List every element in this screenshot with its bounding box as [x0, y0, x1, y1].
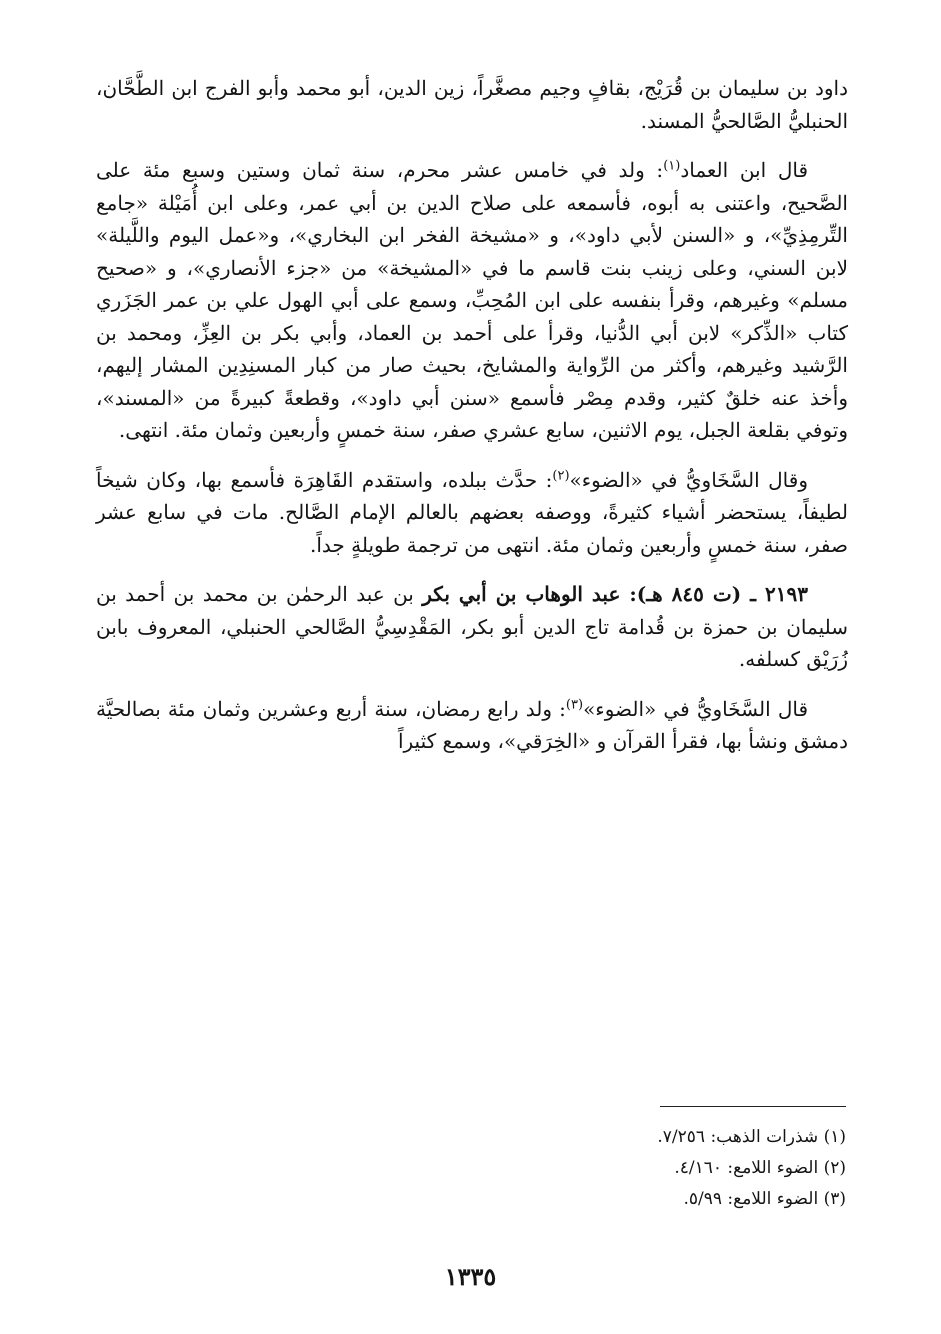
paragraph-text: : ولد رابع رمضان، سنة أربع وعشرين وثمان مئة بصالحيَّة دمشق ونشأ بها، فقرأ القرآن و «الخِرَقي»، وسمع كثيراً — [96, 696, 848, 753]
footnote-divider — [660, 1106, 846, 1107]
paragraph-text: : حدَّث ببلده، واستقدم القَاهِرَة فأسمع بها، وكان شيخاً لطيفاً، يستحضر أشياء كثيرةً، ووصفه بعضهم بالعالم الإمام الصَّالح. مات في سابع عشر صفر، سنة خمسٍ وأربعين وثمان مئة. انتهى من ترجمة طويلةٍ جداً. — [96, 467, 848, 557]
paragraph-text: قال السَّخَاويُّ في «الضوء» — [583, 696, 809, 721]
footnotes — [400, 1122, 846, 1215]
main-text — [96, 72, 848, 758]
footnote-ref-3: (٣) — [565, 696, 584, 712]
entry-heading: ٢١٩٣ ـ (ت ٨٤٥ هـ): عبد الوهاب بن أبي بكر — [422, 582, 808, 606]
entry-2193 — [96, 578, 848, 676]
footnote-ref-1: (١) — [663, 158, 681, 174]
paragraph-text: قال ابن العماد — [680, 158, 809, 182]
page-number: ١٣٣٥ — [444, 1262, 497, 1291]
footnote-2: (٢) الضوء اللامع: ٤/١٦٠. — [674, 1158, 846, 1178]
paragraph-text: : ولد في خامس عشر محرم، سنة ثمان وستين وسبع مئة على الصَّحيح، واعتنى به أبوه، فأسمعه على صلاح الدين بن أبي عمر، وعلى ابن أُمَيْلة «جامع التِّرمِذِيِّ»، و «السنن لأبي داود»، و «مشيخة الفخر ابن البخاري»، و«عمل اليوم واللَّيلة» لابن السني، وعلى زينب بنت قاسم ما في «المشيخة» من «جزء الأنصاري»، و «صحيح مسلم» وغيرهم، وقرأ بنفسه على ابن المُحِبِّ، وسمع على أبي الهول علي بن عمر الجَزَري كتاب «الذِّكر» لابن أبي الدُّنيا، وقرأ على أحمد بن العماد، وأبي بكر بن العِزِّ، ومحمد بن الرَّشيد وغيرهم، وأكثر من الرِّواية والمشايخ، بحيث صار من كبار المسنِدِين المشار إليهم، وأخذ عنه خلقٌ كثير، وقدم مِصْر فأسمع «سنن أبي داود»، وقطعةً كبيرةً من «المسند»، وتوفي بقلعة الجبل، يوم الاثنين، سابع عشري صفر، سنة خمسٍ وأربعين وثمان مئة. انتهى. — [96, 158, 848, 442]
footnote-1: (١) شذرات الذهب: ٧/٢٥٦. — [657, 1127, 846, 1147]
paragraph-continuation: داود بن سليمان بن قُرَيْج، بقافٍ وجيم مصغَّراً، زين الدين، أبو محمد وأبو الفرج ابن الطَّحَّان، الحنبليُّ الصَّالحيُّ المسند. — [96, 76, 848, 133]
footnote-3: (٣) الضوء اللامع: ٥/٩٩. — [683, 1189, 846, 1209]
paragraph-sakhawi-2 — [96, 693, 848, 758]
footnote-ref-2: (٢) — [552, 467, 570, 483]
paragraph-text: وقال السَّخَاويُّ في «الضوء» — [569, 467, 808, 492]
paragraph-sakhawi-1 — [96, 464, 848, 562]
paragraph-text: بن عبد الرحمٰن بن محمد بن أحمد بن سليمان بن حمزة بن قُدامة تاج الدين أبو بكر، المَقْدِسِيُّ الصَّالحي الحنبلي، المعروف بابن زُرَيْق كسلفه. — [96, 582, 848, 671]
paragraph-ibn-al-imad — [96, 154, 848, 447]
